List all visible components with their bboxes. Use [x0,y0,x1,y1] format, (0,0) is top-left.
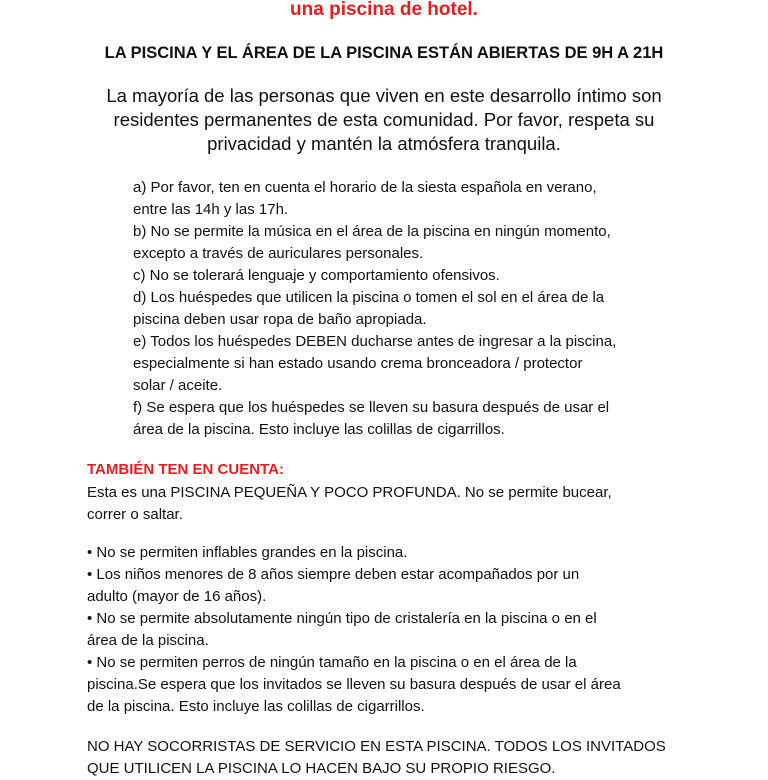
rule-line: f) Se espera que los huéspedes se lleven su basura después de usar el [133,399,610,416]
rule-line: e) Todos los huéspedes DEBEN ducharse antes de ingresar a la piscina, [133,333,617,350]
bullet-line: adulto (mayor de 16 años). [87,588,267,605]
rule-line: especialmente si han estado usando crema bronceadora / protector [133,355,583,372]
intro-line: privacidad y mantén la atmósfera tranquila. [207,133,561,154]
bullet-line: • Los niños menores de 8 años siempre deben estar acompañados por un [87,566,580,583]
rule-line: c) No se tolerará lenguaje y comportamiento ofensivos. [133,267,500,284]
bullet-line: • No se permite absolutamente ningún tipo de cristalería en la piscina o en el [87,610,597,627]
intro-line: La mayoría de las personas que viven en este desarrollo íntimo son [106,85,662,106]
bullet-line: • No se permiten perros de ningún tamaño en la piscina o en el área de la [87,654,577,671]
rule-line: a) Por favor, ten en cuenta el horario de la siesta española en verano, [133,179,597,196]
bullet-line: de la piscina. Esto incluye las colillas de cigarrillos. [87,698,425,715]
notice-line: Esta es una PISCINA PEQUEÑA Y POCO PROFUNDA. No se permite bucear, [87,484,612,501]
rule-line: excepto a través de auriculares personales. [133,245,424,262]
rule-line: d) Los huéspedes que utilicen la piscina o tomen el sol en el área de la [133,289,605,306]
bullet-line: • No se permiten inflables grandes en la piscina. [87,544,408,561]
rule-line: b) No se permite la música en el área de la piscina en ningún momento, [133,223,611,240]
bullet-rules-list [87,542,727,718]
lifeguard-warning [87,736,727,780]
rules-list [133,177,693,441]
intro-paragraph [84,84,684,156]
rule-line: entre las 14h y las 17h. [133,201,289,218]
bullet-line: piscina.Se espera que los invitados se lleven su basura después de usar el área [87,676,621,693]
document-subtitle: una piscina de hotel. [290,0,478,20]
opening-hours-heading: LA PISCINA Y EL ÁREA DE LA PISCINA ESTÁN ABIERTAS DE 9H A 21H [104,44,664,62]
notice-line: correr o saltar. [87,506,183,523]
also-note-heading: TAMBIÉN TEN EN CUENTA: [87,461,284,478]
rule-line: piscina deben usar ropa de baño apropiada. [133,311,427,328]
warning-line: NO HAY SOCORRISTAS DE SERVICIO EN ESTA PISCINA. TODOS LOS INVITADOS [87,738,666,755]
rule-line: solar / aceite. [133,377,223,394]
small-pool-notice [87,482,727,526]
rule-line: área de la piscina. Esto incluye las colillas de cigarrillos. [133,421,505,438]
bullet-line: área de la piscina. [87,632,209,649]
intro-line: residentes permanentes de esta comunidad. Por favor, respeta su [113,109,655,130]
warning-line: QUE UTILICEN LA PISCINA LO HACEN BAJO SU PROPIO RIESGO. [87,760,556,777]
